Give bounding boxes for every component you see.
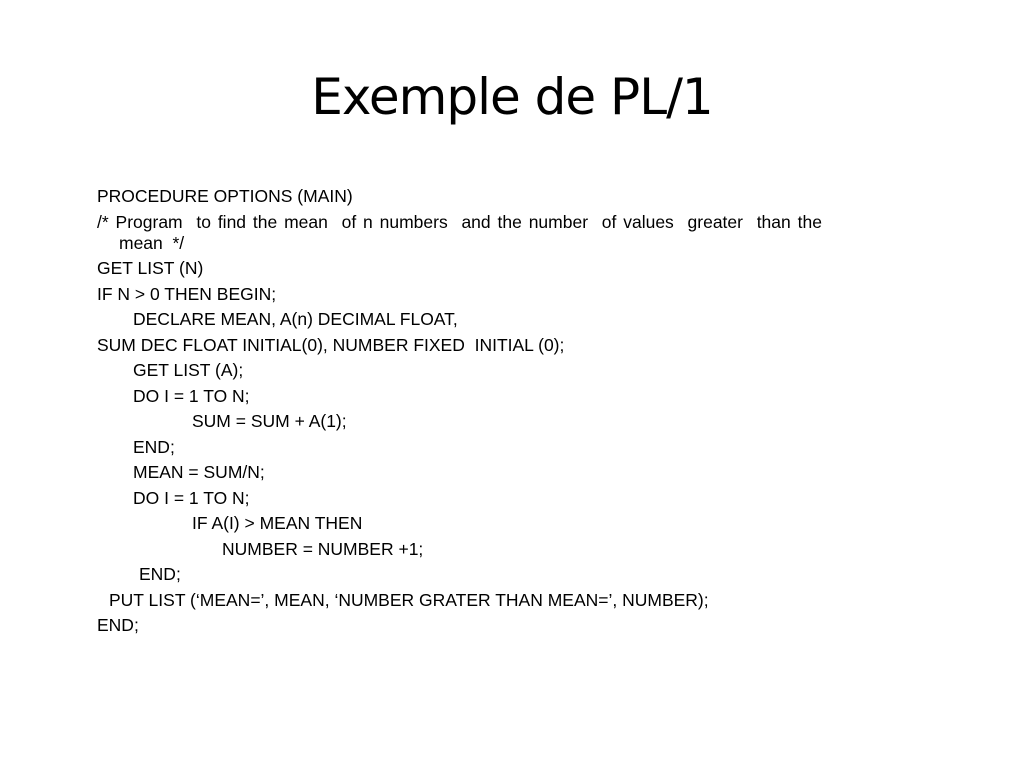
code-line: GET LIST (N) <box>97 258 204 278</box>
code-line: mean */ <box>119 232 185 253</box>
code-line: GET LIST (A); <box>133 360 244 380</box>
code-line: PROCEDURE OPTIONS (MAIN) <box>97 186 353 206</box>
code-line: NUMBER = NUMBER +1; <box>222 538 424 559</box>
code-line: DO I = 1 TO N; <box>133 385 250 406</box>
code-line: MEAN = SUM/N; <box>133 462 265 482</box>
code-line: DO I = 1 TO N; <box>133 487 250 508</box>
code-line: END; <box>97 615 139 635</box>
code-listing <box>97 186 897 641</box>
code-line: SUM = SUM + A(1); <box>192 411 347 431</box>
code-line: /* Program to find the mean of n numbers and the number of values greater than the <box>97 211 822 232</box>
slide-title: Exemple de PL/1 <box>311 68 713 126</box>
code-line: IF N > 0 THEN BEGIN; <box>97 283 277 304</box>
code-line: END; <box>139 564 181 584</box>
code-line: IF A(I) > MEAN THEN <box>192 513 363 533</box>
code-line: PUT LIST (‘MEAN=’, MEAN, ‘NUMBER GRATER THAN MEAN=’, NUMBER); <box>109 589 709 610</box>
code-line: DECLARE MEAN, A(n) DECIMAL FLOAT, <box>133 309 458 329</box>
code-line: END; <box>133 436 175 457</box>
code-line: SUM DEC FLOAT INITIAL(0), NUMBER FIXED INITIAL (0); <box>97 334 565 355</box>
